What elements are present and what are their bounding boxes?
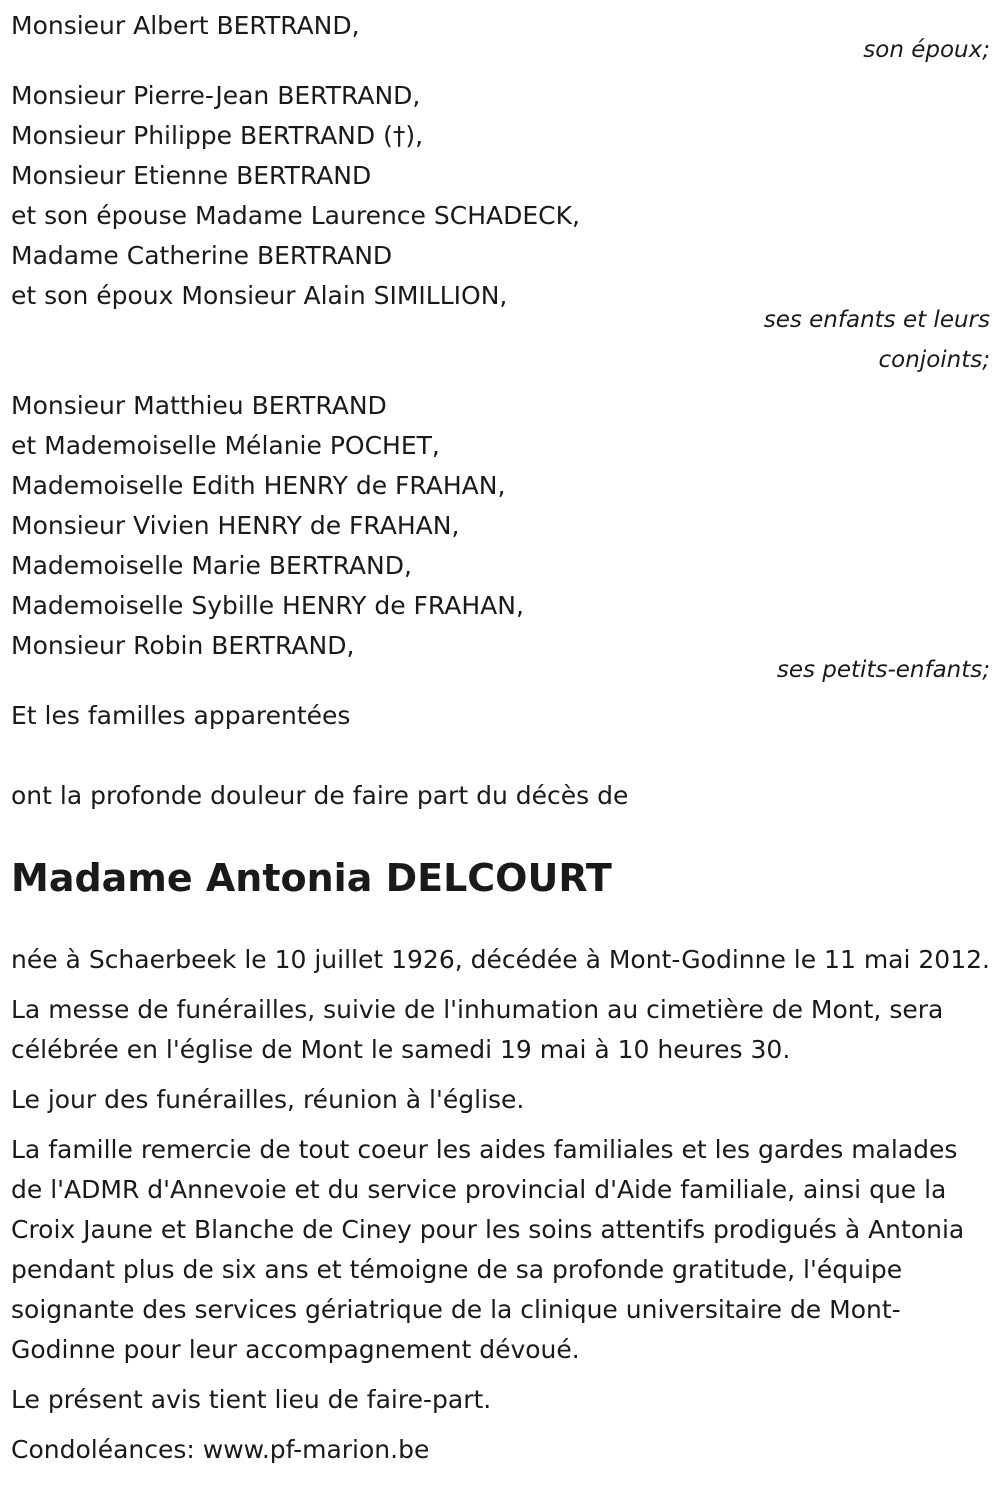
birth-death-paragraph: née à Schaerbeek le 10 juillet 1926, décédée à Mont-Godinne le 11 mai 2012. — [11, 945, 990, 974]
spouse-name: Monsieur Albert BERTRAND, — [11, 11, 360, 40]
children-role-line2: conjoints; — [878, 347, 990, 373]
announcement-line: ont la profonde douleur de faire part du décès de — [11, 781, 629, 810]
grandchildren-role: ses petits-enfants; — [776, 657, 990, 683]
deceased-name: Madame Antonia DELCOURT — [11, 856, 612, 900]
spouse-section — [11, 6, 990, 70]
grandchild-line: et Mademoiselle Mélanie POCHET, — [11, 431, 440, 460]
grandchild-line: Mademoiselle Edith HENRY de FRAHAN, — [11, 471, 506, 500]
grandchild-line: Monsieur Matthieu BERTRAND — [11, 391, 387, 420]
child-line: Madame Catherine BERTRAND — [11, 241, 393, 270]
child-line: Monsieur Etienne BERTRAND — [11, 161, 372, 190]
grandchild-line: Monsieur Vivien HENRY de FRAHAN, — [11, 511, 460, 540]
grandchild-line: Mademoiselle Sybille HENRY de FRAHAN, — [11, 591, 524, 620]
child-line: Monsieur Pierre-Jean BERTRAND, — [11, 81, 421, 110]
grandchild-line: Mademoiselle Marie BERTRAND, — [11, 551, 412, 580]
thanks-paragraph: La famille remercie de tout coeur les aides familiales et les gardes malades de l'ADMR d'Annevoie et du service provincial d'Aide familiale, ainsi que la Croix Jaune et Blanche de Ciney pour les soins attentifs prodigués à Antonia pendant plus de six ans et témoigne de sa profonde gratitude, l'équipe soignante des services gériatrique de la clinique universitaire de Mont-Godinne pour leur accompagnement dévoué. — [11, 1135, 965, 1364]
grandchildren-section — [11, 386, 990, 690]
spacer — [11, 736, 990, 776]
grandchild-line: Monsieur Robin BERTRAND, — [11, 631, 355, 660]
notice-paragraph: Le présent avis tient lieu de faire-part. — [11, 1385, 492, 1414]
families-line: Et les familles apparentées — [11, 701, 351, 730]
child-line: et son époux Monsieur Alain SIMILLION, — [11, 281, 508, 310]
spouse-role: son époux; — [863, 37, 990, 63]
funeral-mass-paragraph: La messe de funérailles, suivie de l'inhumation au cimetière de Mont, sera célébrée en l'église de Mont le samedi 19 mai à 10 heures 30. — [11, 995, 944, 1064]
child-line: Monsieur Philippe BERTRAND (†), — [11, 121, 424, 150]
children-section — [11, 76, 990, 380]
child-line: et son épouse Madame Laurence SCHADECK, — [11, 201, 580, 230]
condolences-paragraph: Condoléances: www.pf-marion.be — [11, 1435, 430, 1464]
gathering-paragraph: Le jour des funérailles, réunion à l'église. — [11, 1085, 525, 1114]
children-role-line1: ses enfants et leurs — [763, 307, 990, 333]
details-section — [11, 940, 990, 1470]
